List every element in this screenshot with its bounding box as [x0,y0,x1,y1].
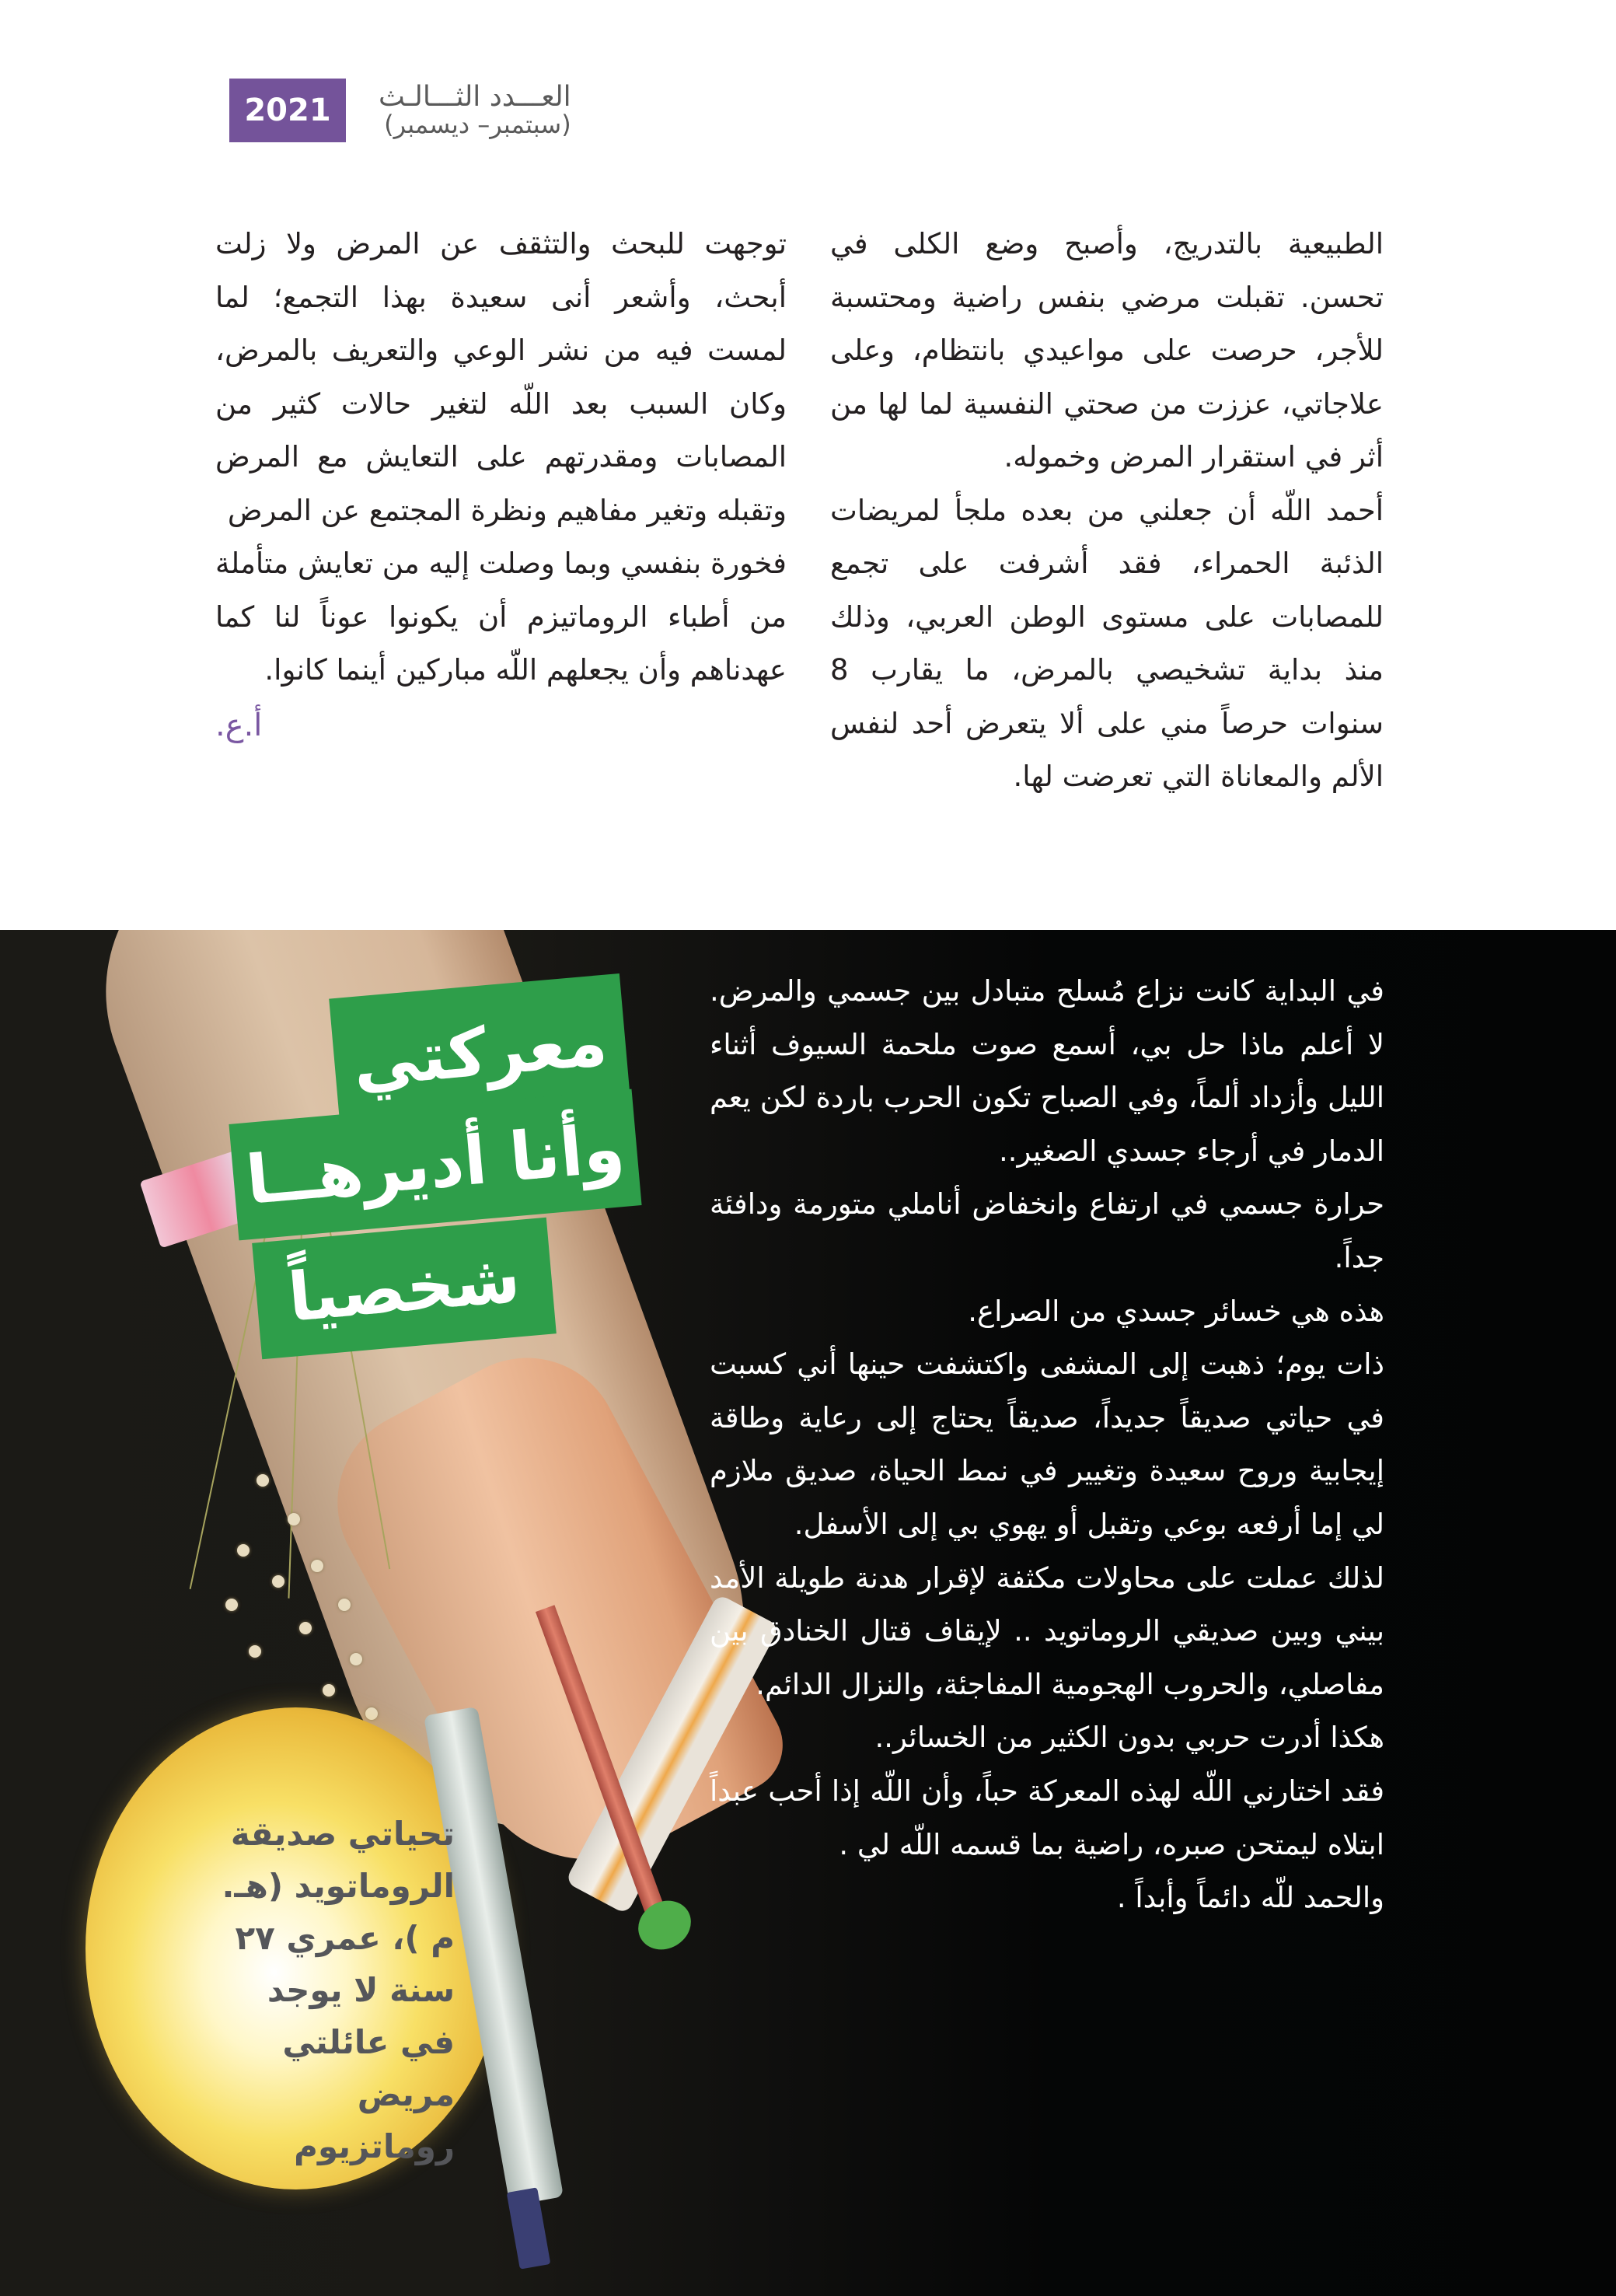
paragraph: فخورة بنفسي وبما وصلت إليه من تعايش متأملة من أطباء الروماتيزم أن يكونوا عوناً لنا كما عهدناهم وأن يجعلهم اللّه مباركين أينما كانوا. [215,547,787,687]
syringe-cap-image [630,1892,700,1959]
year-badge: 2021 [229,79,346,142]
issue-title: العـــدد الثـــالـث [379,81,571,114]
feature-story [710,965,1384,1925]
paragraph: حرارة جسمي في ارتفاع وانخفاض أناملي متورمة ودافئة جداً. [710,1187,1384,1274]
paragraph: الطبيعية بالتدريج، وأصبح وضع الكلى في تحسن. تقبلت مرضي بنفس راضية ومحتسبة للأجر، حرصت على مواعيدي بانتظام، وعلى علاجاتي، عززت من صحتي النفسية لما لها من أثر في استقرار المرض وخموله. [830,227,1384,474]
feature-title-line-1: معركتي [329,973,631,1132]
feature-title-line-2: وأنا أديرهــا [229,1089,641,1241]
paragraph: هكذا أدرت حربي بدون الكثير من الخسائر.. [874,1721,1384,1755]
author-caption: تحياتي صديقة الروماتويد (هـ. م )، عمري ٢٧ سنة لا يوجد في عائلتي مريض روماتزيوم [222,1815,455,2165]
paragraph: أحمد اللّه أن جعلني من بعده ملجأ لمريضات الذئبة الحمراء، فقد أشرفت على تجمع للمصابات على مستوى الوطن العربي، وذلك منذ بداية تشخيصي بالمرض، ما يقارب 8 سنوات حرصاً مني على ألا يتعرض أحد لنفس الألم والمعاناة التي تعرضت لها. [830,493,1384,793]
paragraph: لذلك عملت على محاولات مكثفة لإقرار هدنة طويلة الأمد بيني وبين صديقي الروماتويد .. لإيقاف قتال الخنادق بين مفاصلي، والحروب الهجومية المفاجئة، والنزال الدائم. [710,1560,1384,1701]
author-signature: أ.ع. [215,707,263,743]
article-left-column [215,218,787,752]
paragraph: ذات يوم؛ ذهبت إلى المشفى واكتشفت حينها أني كسبت في حياتي صديقاً جديداً، صديقاً يحتاج إلى رعاية وطاقة إيجابية وروح سعيدة وتغيير في نمط الحياة، صديق ملازم لي إما أرفعه بوعي وتقبل أو يهوي بي إلى الأسفل. [710,1347,1384,1541]
paragraph: فقد اختارني اللّه لهذه المعركة حباً، وأن اللّه إذا أحب عبداً ابتلاه ليمتحن صبره، راضية بما قسمه اللّه لي . [710,1774,1384,1861]
feature-title-line-3: شخصياً [252,1218,557,1360]
paragraph: والحمد للّه دائماً وأبداً . [1116,1881,1384,1915]
paragraph: هذه هي خسائر جسدي من الصراع. [968,1294,1384,1328]
paragraph: توجهت للبحث والتثقف عن المرض ولا زلت أبحث، وأشعر أنى سعيدة بهذا التجمع؛ لما لمست فيه من نشر الوعي والتعريف بالمرض، وكان السبب بعد اللّه لتغير حالات كثير من المصابات ومقدرتهم على التعايش مع المرض وتقبله وتغير مفاهيم ونظرة المجتمع عن المرض [215,227,787,527]
article-right-column [830,218,1384,804]
paragraph: في البداية كانت نزاع مُسلح متبادل بين جسمي والمرض. لا أعلم ماذا حل بي، أسمع صوت ملحمة السيوف أثناء الليل وأزداد ألماً، وفي الصباح تكون الحرب باردة لكن يعم الدمار في أرجاء جسدي الصغير.. [710,974,1384,1168]
issue-months: (سبتمبر– ديسمبر) [384,110,571,140]
issue-header [229,75,571,146]
issue-info [379,82,571,138]
